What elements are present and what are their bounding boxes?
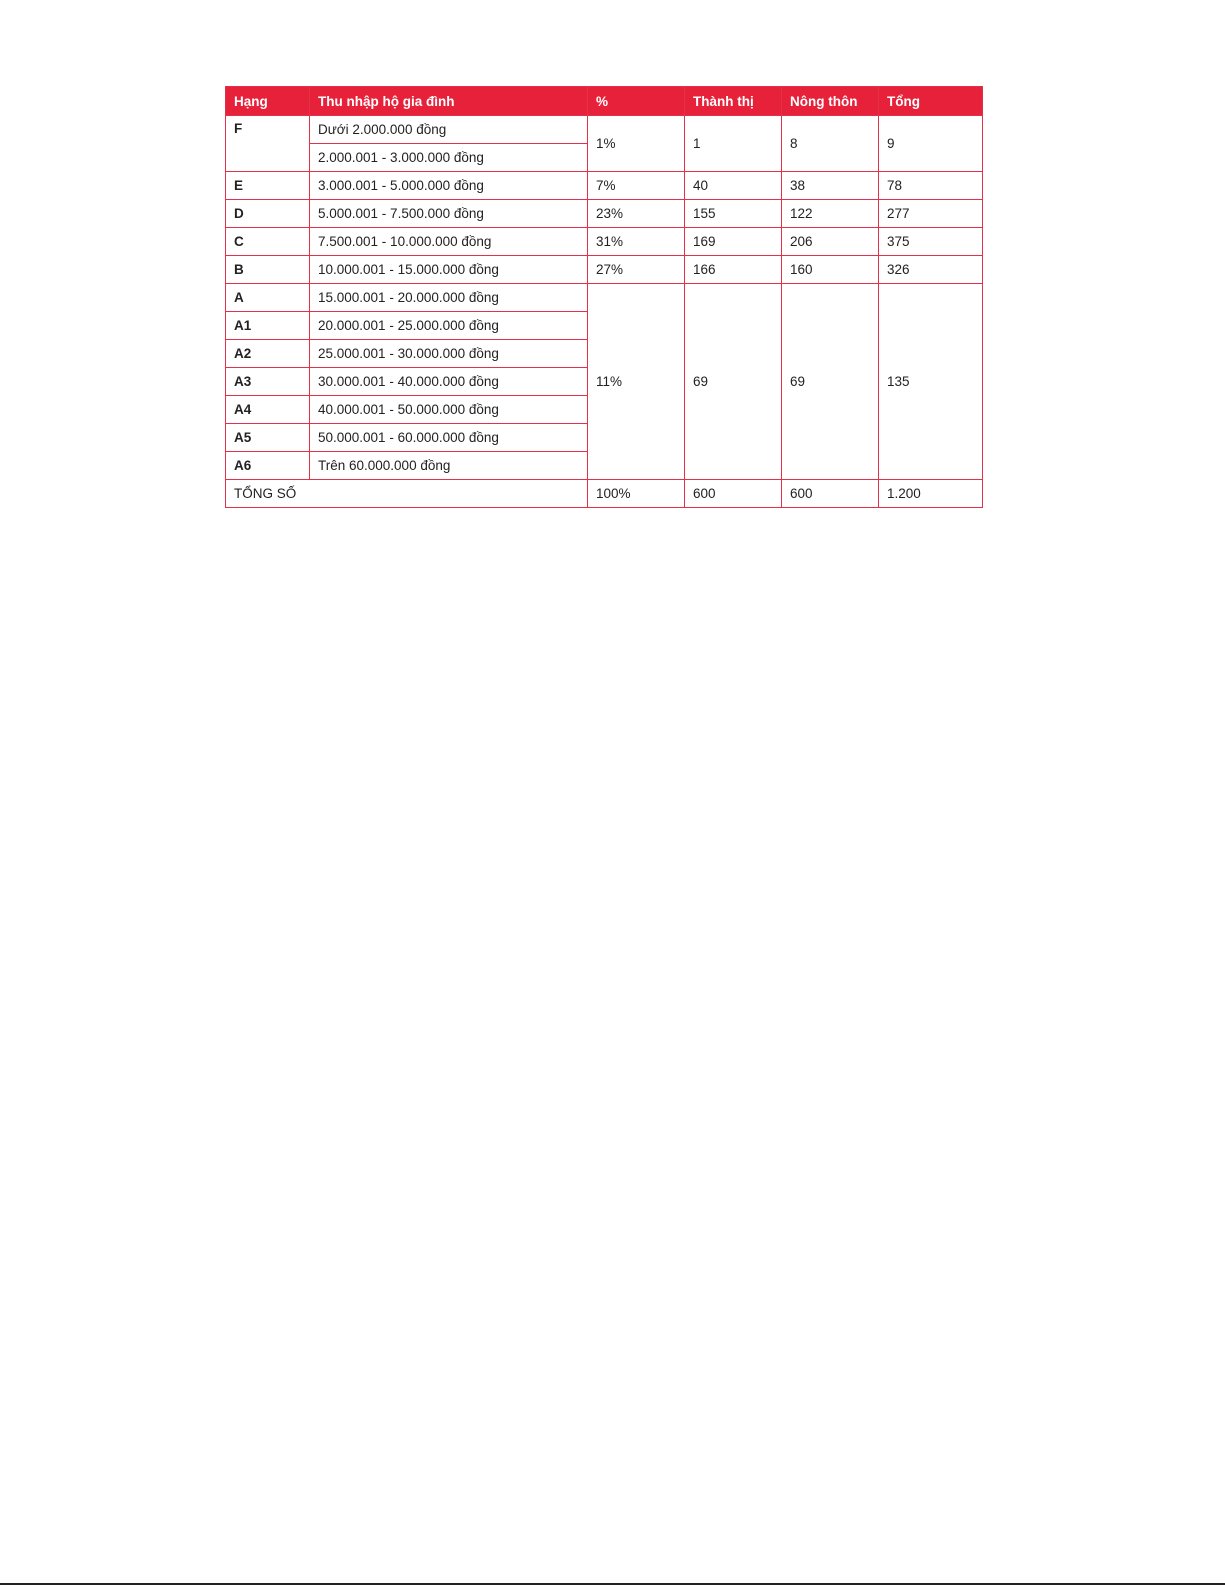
percent-cell: 23% bbox=[588, 200, 685, 228]
urban-cell: 169 bbox=[685, 228, 782, 256]
rank-cell: B bbox=[226, 256, 310, 284]
rank-cell: A5 bbox=[226, 424, 310, 452]
totals-total: 1.200 bbox=[879, 480, 983, 508]
totals-percent: 100% bbox=[588, 480, 685, 508]
rural-cell: 122 bbox=[782, 200, 879, 228]
header-total: Tổng bbox=[879, 87, 983, 116]
rank-cell: A4 bbox=[226, 396, 310, 424]
income-cell: 25.000.001 - 30.000.000 đồng bbox=[310, 340, 588, 368]
header-urban: Thành thị bbox=[685, 87, 782, 116]
income-cell: 30.000.001 - 40.000.000 đồng bbox=[310, 368, 588, 396]
rural-cell: 160 bbox=[782, 256, 879, 284]
percent-cell: 27% bbox=[588, 256, 685, 284]
header-rural: Nông thôn bbox=[782, 87, 879, 116]
total-cell: 375 bbox=[879, 228, 983, 256]
total-cell: 9 bbox=[879, 116, 983, 172]
table-row bbox=[226, 116, 983, 144]
urban-cell: 1 bbox=[685, 116, 782, 172]
urban-cell: 166 bbox=[685, 256, 782, 284]
income-cell: 20.000.001 - 25.000.000 đồng bbox=[310, 312, 588, 340]
rank-cell: A1 bbox=[226, 312, 310, 340]
totals-row bbox=[226, 480, 983, 508]
income-cell: 15.000.001 - 20.000.000 đồng bbox=[310, 284, 588, 312]
rank-cell: D bbox=[226, 200, 310, 228]
total-cell: 78 bbox=[879, 172, 983, 200]
header-income: Thu nhập hộ gia đình bbox=[310, 87, 588, 116]
urban-cell: 69 bbox=[685, 284, 782, 480]
table-row bbox=[226, 200, 983, 228]
percent-cell: 7% bbox=[588, 172, 685, 200]
income-cell: Trên 60.000.000 đồng bbox=[310, 452, 588, 480]
rank-cell: A bbox=[226, 284, 310, 312]
total-cell: 277 bbox=[879, 200, 983, 228]
table-row bbox=[226, 284, 983, 312]
rank-cell: C bbox=[226, 228, 310, 256]
table-row bbox=[226, 228, 983, 256]
total-cell: 326 bbox=[879, 256, 983, 284]
rank-cell: A2 bbox=[226, 340, 310, 368]
income-cell: Dưới 2.000.000 đồng bbox=[310, 116, 588, 144]
rural-cell: 38 bbox=[782, 172, 879, 200]
urban-cell: 40 bbox=[685, 172, 782, 200]
table-header-row bbox=[226, 87, 983, 116]
total-cell: 135 bbox=[879, 284, 983, 480]
income-cell: 5.000.001 - 7.500.000 đồng bbox=[310, 200, 588, 228]
income-cell: 7.500.001 - 10.000.000 đồng bbox=[310, 228, 588, 256]
income-cell: 40.000.001 - 50.000.000 đồng bbox=[310, 396, 588, 424]
rural-cell: 206 bbox=[782, 228, 879, 256]
header-percent: % bbox=[588, 87, 685, 116]
income-table bbox=[225, 86, 983, 508]
rural-cell: 69 bbox=[782, 284, 879, 480]
header-rank: Hạng bbox=[226, 87, 310, 116]
income-cell: 3.000.001 - 5.000.000 đồng bbox=[310, 172, 588, 200]
income-cell: 2.000.001 - 3.000.000 đồng bbox=[310, 144, 588, 172]
totals-rural: 600 bbox=[782, 480, 879, 508]
table-row bbox=[226, 172, 983, 200]
totals-label: TỔNG SỐ bbox=[226, 480, 588, 508]
percent-cell: 31% bbox=[588, 228, 685, 256]
totals-urban: 600 bbox=[685, 480, 782, 508]
rank-cell: E bbox=[226, 172, 310, 200]
rank-cell: F bbox=[226, 116, 310, 172]
urban-cell: 155 bbox=[685, 200, 782, 228]
income-cell: 10.000.001 - 15.000.000 đồng bbox=[310, 256, 588, 284]
percent-cell: 11% bbox=[588, 284, 685, 480]
rank-cell: A3 bbox=[226, 368, 310, 396]
table-row bbox=[226, 256, 983, 284]
rural-cell: 8 bbox=[782, 116, 879, 172]
income-cell: 50.000.001 - 60.000.000 đồng bbox=[310, 424, 588, 452]
rank-cell: A6 bbox=[226, 452, 310, 480]
percent-cell: 1% bbox=[588, 116, 685, 172]
